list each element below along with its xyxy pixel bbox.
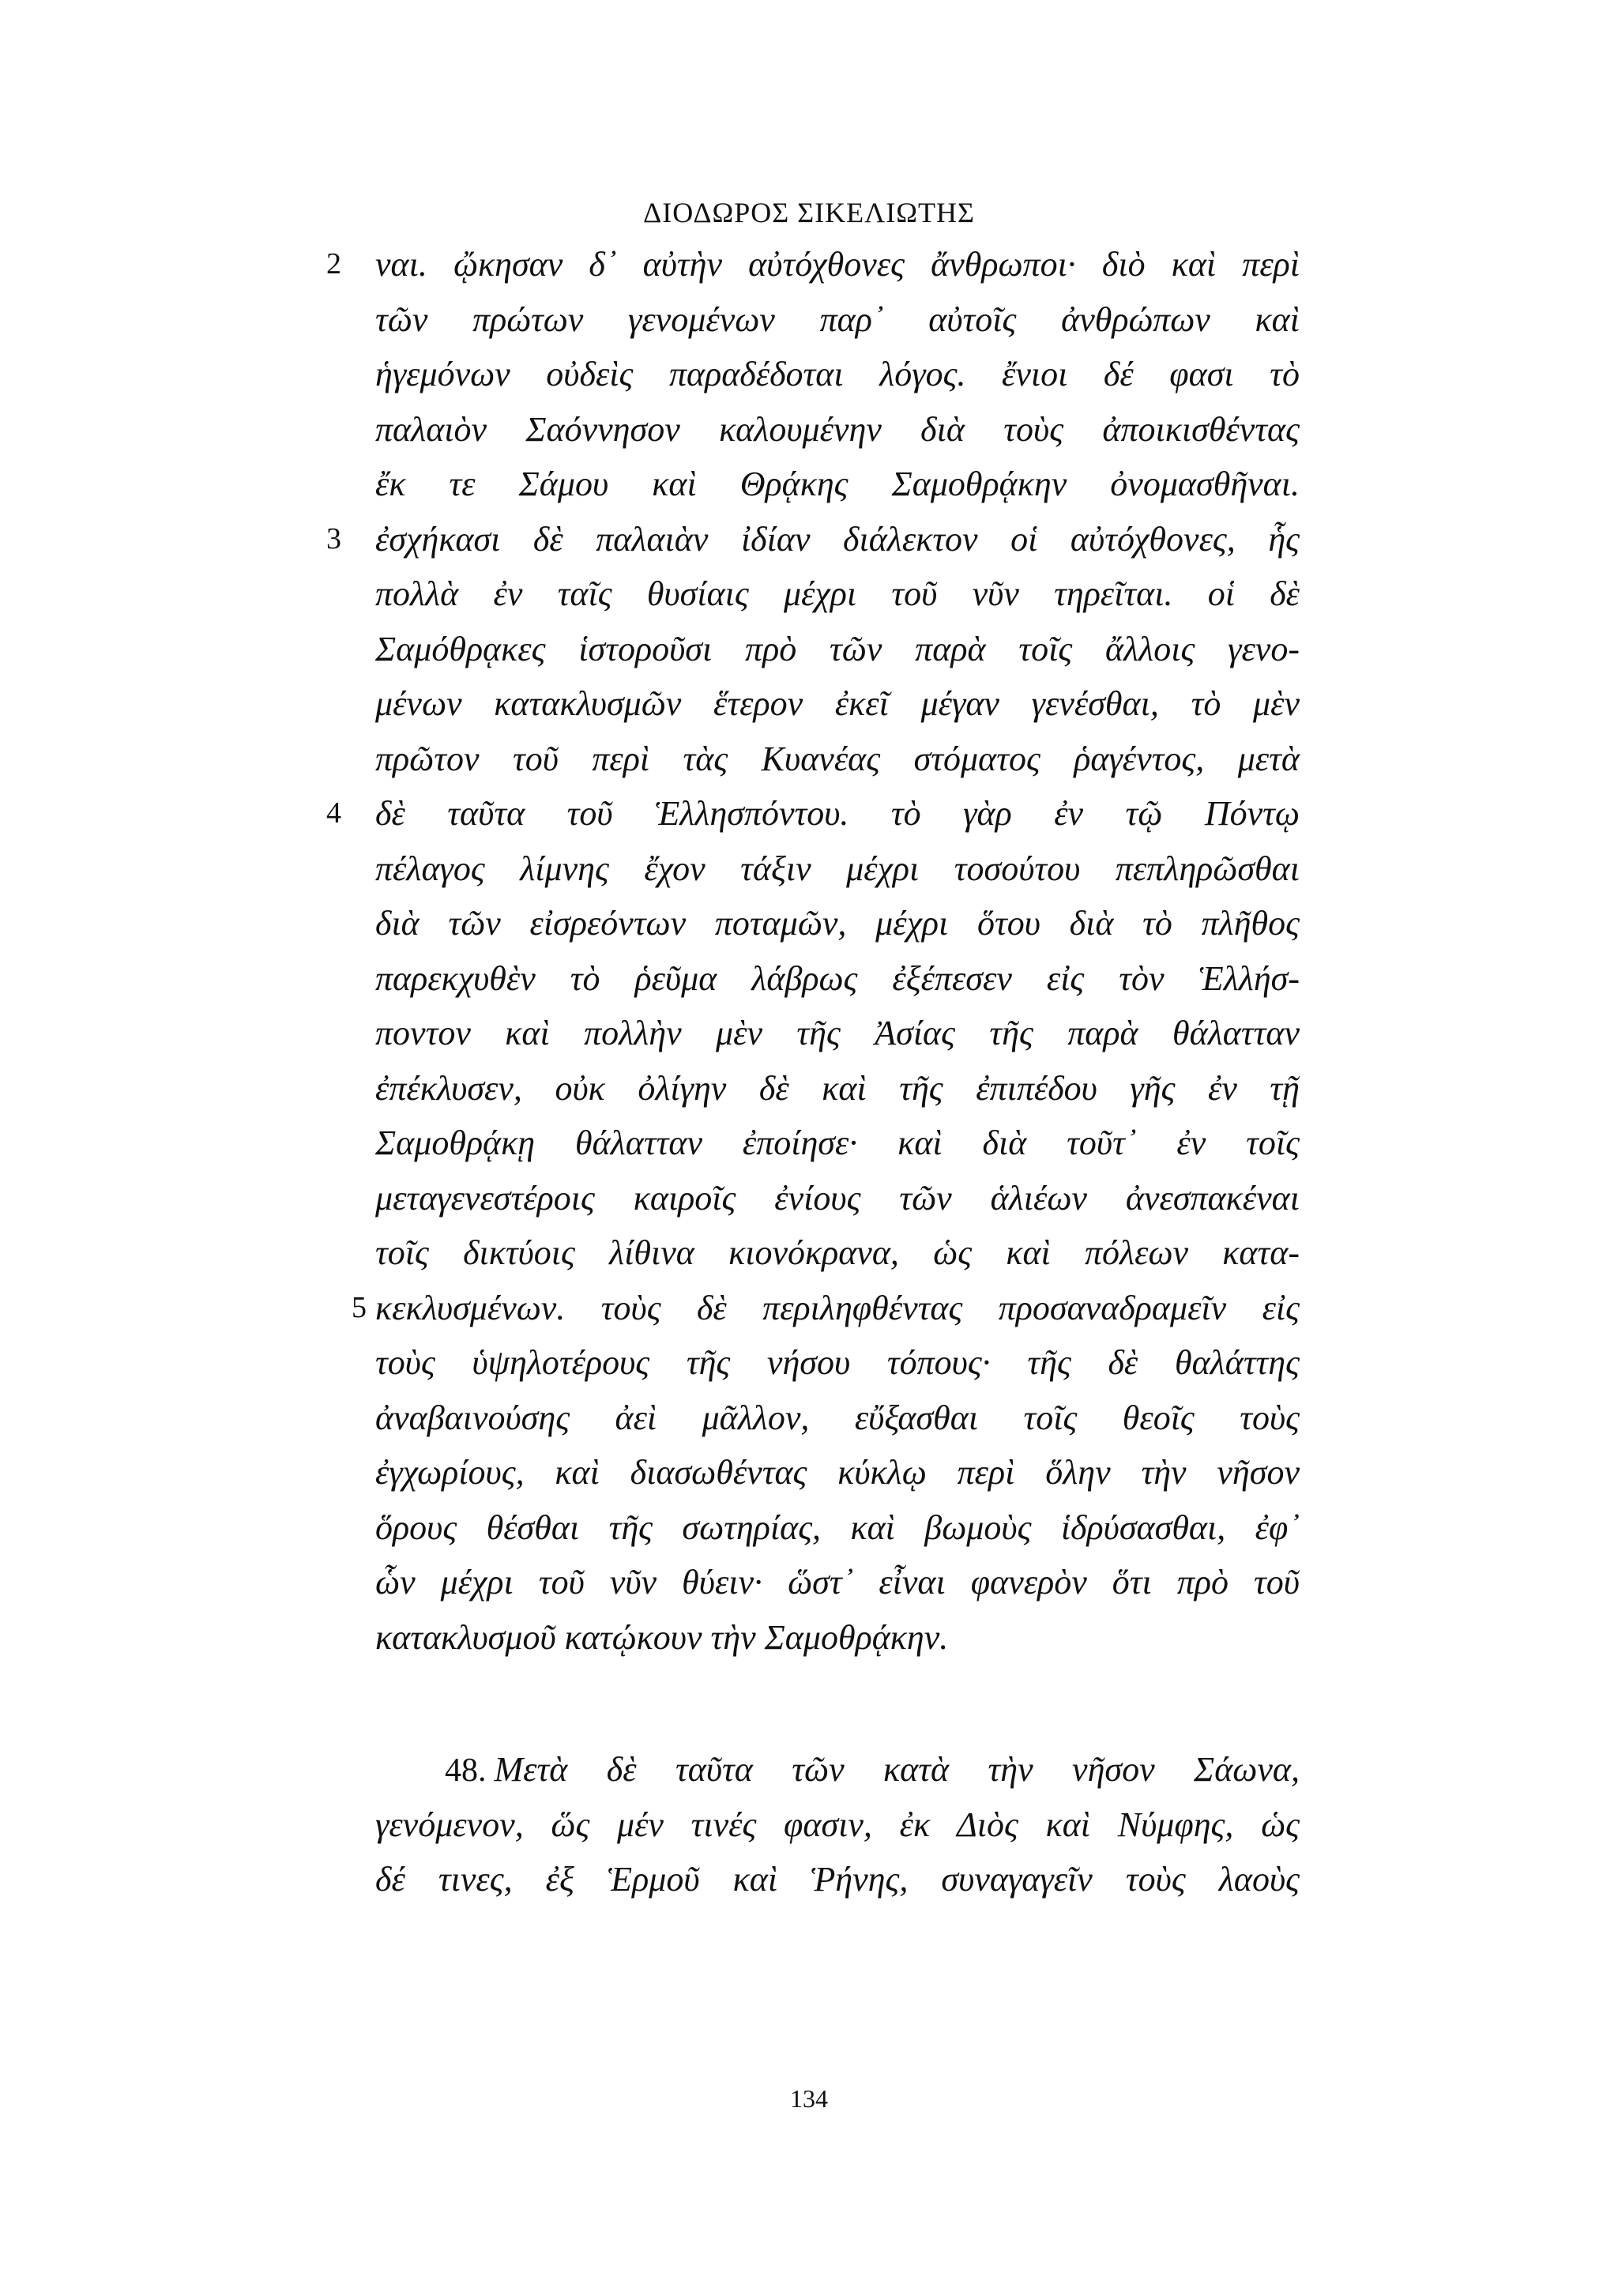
text-line: [375, 622, 1300, 677]
text-line: [375, 1171, 1300, 1226]
line-text: μεταγενεστέροις καιροῖς ἐνίους τῶν ἁλιέων ἀνεσπακέναι: [375, 1178, 1300, 1218]
line-text: τοὺς ὑψηλοτέρους τῆς νήσου τόπους· τῆς δὲ θαλάττης: [375, 1343, 1300, 1382]
text-line: [326, 512, 1300, 567]
line-text: ναι. ᾤκησαν δ᾽ αὐτὴν αὐτόχθονες ἄνθρωποι· διὸ καὶ περὶ: [375, 245, 1300, 284]
text-line: [375, 402, 1300, 457]
line-text: μένων κατακλυσμῶν ἕτερον ἐκεῖ μέγαν γενέσθαι, τὸ μὲν: [375, 684, 1300, 723]
text-line: [375, 1391, 1300, 1446]
line-text: κατακλυσμοῦ κατῴκουν τὴν Σαμοθρᾴκην.: [375, 1617, 949, 1657]
chapter-line: γενόμενον, ὥς μέν τινές φασιν, ἐκ Διὸς καὶ Νύμφης, ὡς: [375, 1805, 1300, 1844]
line-text: ὅρους θέσθαι τῆς σωτηρίας, καὶ βωμοὺς ἱδρύσασθαι, ἐφ᾽: [375, 1507, 1300, 1547]
text-line: [375, 1335, 1300, 1391]
line-text: τοῖς δικτύοις λίθινα κιονόκρανα, ὡς καὶ πόλεων κατα-: [375, 1233, 1300, 1272]
line-text: ὧν μέχρι τοῦ νῦν θύειν· ὥστ᾽ εἶναι φανερὸν ὅτι πρὸ τοῦ: [375, 1563, 1300, 1602]
line-text: παρεκχυθὲν τὸ ῥεῦμα λάβρως ἐξέπεσεν εἰς τὸν Ἑλλήσ-: [375, 958, 1300, 998]
section-number: 5: [352, 1290, 367, 1324]
line-text: παλαιὸν Σαόννησον καλουμένην διὰ τοὺς ἀποικισθέντας: [375, 409, 1300, 449]
line-text: διὰ τῶν εἰσρεόντων ποταμῶν, μέχρι ὅτου διὰ τὸ πλῆθος: [375, 904, 1300, 943]
section-number: 2: [326, 247, 341, 280]
text-line: [375, 1006, 1300, 1061]
chapter-line-text: Μετὰ δὲ ταῦτα τῶν κατὰ τὴν νῆσον Σάωνα,: [494, 1750, 1300, 1789]
text-line: [326, 237, 1300, 292]
text-line: [375, 732, 1300, 787]
chapter-line: δέ τινες, ἐξ Ἑρμοῦ καὶ Ῥήνης, συναγαγεῖν τοὺς λαοὺς: [375, 1860, 1300, 1899]
text-line: [375, 1445, 1300, 1500]
section-number: 3: [326, 521, 341, 555]
text-line: [375, 347, 1300, 402]
line-text: δὲ ταῦτα τοῦ Ἑλλησπόντου. τὸ γὰρ ἐν τῷ Πόντῳ: [375, 794, 1300, 833]
running-header: ΔΙΟΔΩΡΟΣ ΣΙΚΕΛΙΩΤΗΣ: [643, 197, 975, 228]
text-line: [326, 786, 1300, 841]
text-line: [375, 841, 1300, 897]
line-text: ἔκ τε Σάμου καὶ Θρᾴκης Σαμοθρᾴκην ὀνομασθῆναι.: [375, 465, 1300, 503]
chapter-first-line: [375, 1742, 1300, 1797]
line-text: κεκλυσμένων. τοὺς δὲ περιληφθέντας προσαναδραμεῖν εἰς: [375, 1288, 1300, 1327]
text-line: [375, 896, 1300, 951]
line-text: πρῶτον τοῦ περὶ τὰς Κυανέας στόματος ῥαγέντος, μετὰ: [375, 739, 1300, 778]
line-text: πολλὰ ἐν ταῖς θυσίαις μέχρι τοῦ νῦν τηρεῖται. οἱ δὲ: [375, 574, 1300, 613]
text-line: [375, 566, 1300, 622]
line-text: ἡγεμόνων οὐδεὶς παραδέδοται λόγος. ἔνιοι δέ φασι τὸ: [375, 355, 1300, 393]
text-line: [375, 1500, 1300, 1556]
line-text: ἐσχήκασι δὲ παλαιὰν ἰδίαν διάλεκτον οἱ αὐτόχθονες, ἧς: [375, 519, 1300, 559]
chapter-48: [375, 1742, 1300, 1907]
text-line: [375, 292, 1300, 348]
line-text: ἀναβαινούσης ἀεὶ μᾶλλον, εὔξασθαι τοῖς θεοῖς τοὺς: [375, 1398, 1300, 1437]
line-text: Σαμοθρᾴκῃ θάλατταν ἐποίησε· καὶ διὰ τοῦτ᾽ ἐν τοῖς: [375, 1124, 1300, 1162]
text-line: [375, 1555, 1300, 1610]
chapter-number: 48.: [445, 1752, 487, 1789]
text-line: [375, 1225, 1300, 1281]
line-text: ἐγχωρίους, καὶ διασωθέντας κύκλῳ περὶ ὅλην τὴν νῆσον: [375, 1453, 1300, 1492]
text-line: [375, 1116, 1300, 1171]
line-text: ἐπέκλυσεν, οὐκ ὀλίγην δὲ καὶ τῆς ἐπιπέδου γῆς ἐν τῇ: [375, 1068, 1300, 1108]
line-text: τῶν πρώτων γενομένων παρ᾽ αὐτοῖς ἀνθρώπων καὶ: [375, 299, 1300, 339]
text-line: [375, 457, 1300, 512]
page-number: 134: [790, 2084, 828, 2113]
text-line: [375, 676, 1300, 732]
line-text: πέλαγος λίμνης ἔχον τάξιν μέχρι τοσούτου πεπληρῶσθαι: [375, 849, 1300, 888]
line-text: ποντον καὶ πολλὴν μὲν τῆς Ἀσίας τῆς παρὰ θάλατταν: [375, 1014, 1300, 1052]
text-line: [375, 951, 1300, 1007]
text-line: [375, 1610, 1300, 1666]
line-text: Σαμόθρᾳκες ἱστοροῦσι πρὸ τῶν παρὰ τοῖς ἄλλοις γενο-: [375, 629, 1300, 668]
text-line: [352, 1281, 1300, 1336]
section-number: 4: [326, 796, 341, 830]
main-text: [326, 237, 1300, 1665]
text-line: [375, 1061, 1300, 1116]
